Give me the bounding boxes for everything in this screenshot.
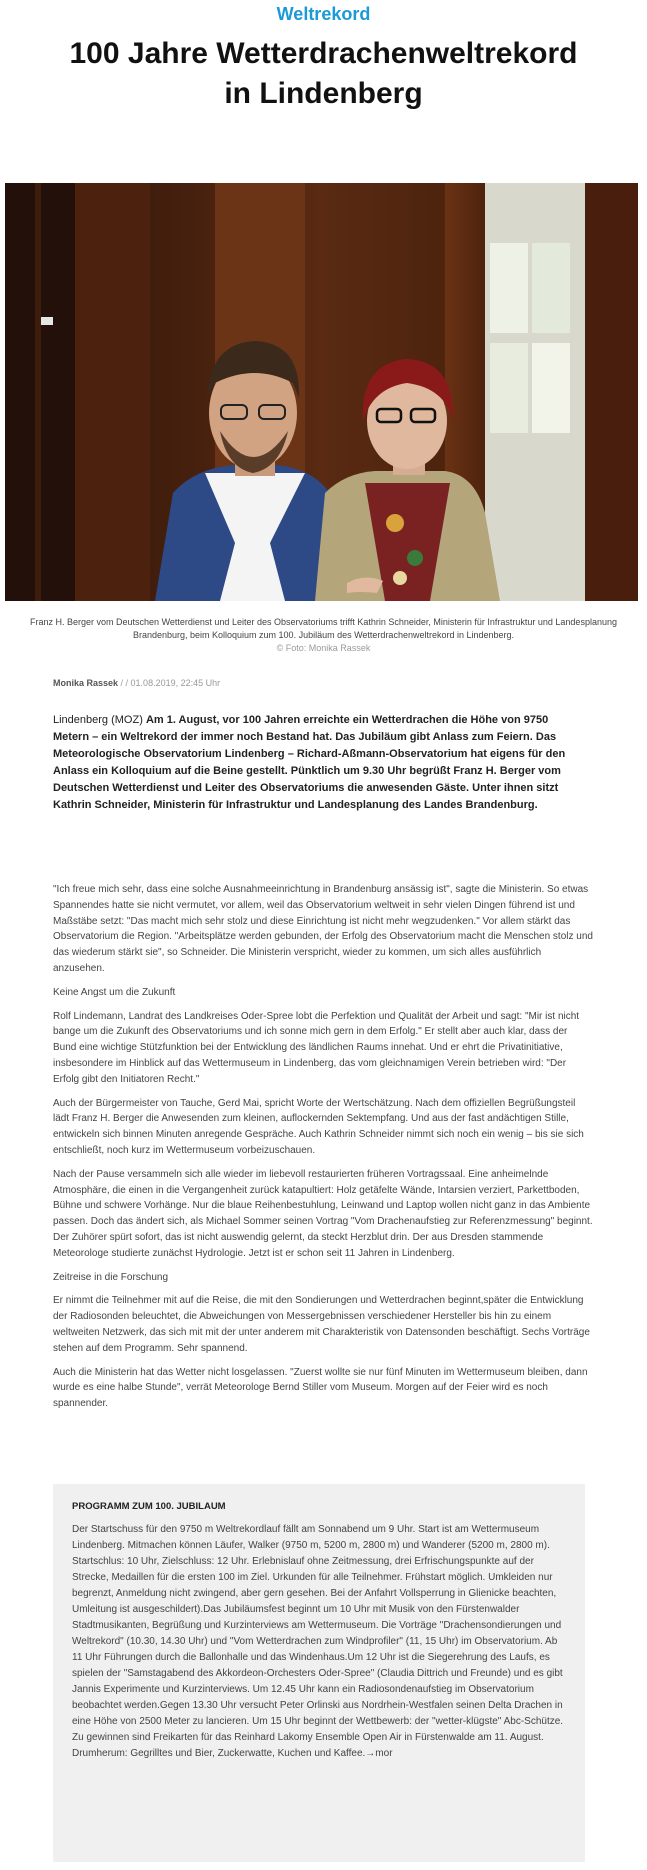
photo-credit: © Foto: Monika Rassek [276, 643, 371, 653]
body-paragraph: Rolf Lindemann, Landrat des Landkreises Oder-Spree lobt die Perfektion und Qualität der Arbeit und sagt: "Mir ist nicht bange um die Zukunft des Observatoriums und ich sonne mich gern in dem Erfolg." Er stellt aber auch klar, dass der Bund eine wichtige Stützfunktion bei der Entwicklung des ländlichen Raums innehat. Und er ehrt die Privatinitiative, insbesondere im Hinblick auf das Wettermuseum in Lindenberg, das vom gleichnamigen Verein betrieben wird: "Der Erfolg gibt den Initiatoren Recht." [53, 1010, 580, 1085]
body-subheading: Zeitreise in die Forschung [53, 1271, 169, 1283]
caption-text: Franz H. Berger vom Deutschen Wetterdienst und Leiter des Observatoriums trifft Kathrin Schneider, Ministerin für Infrastruktur und Landesplanung Brandenburg, beim Kolloquium zum 100. Jubiläum des Wetterdrachenweltrekord in Lindenberg. [30, 617, 617, 640]
byline-separator: / / [118, 678, 131, 688]
body-subheading: Keine Angst um die Zukunft [53, 986, 176, 998]
lead-text: Am 1. August, vor 100 Jahren erreichte ein Wetterdrachen die Höhe von 9750 Metern – ein Weltrekord der immer noch Bestand hat. Das Jubiläum gibt Anlass zum Feiern. Das Meteorologische Observatorium Lindenberg – Richard-Aßmann-Observatorium hat eigens für den Anlass ein Kolloquium auf die Beine gestellt. Pünktlich um 9.30 Uhr begrüßt Franz H. Berger vom Deutschen Wetterdienst und Leiter des Observatoriums die anwesenden Gäste. Unter ihnen sitzt Kathrin Schneider, Ministerin für Infrastruktur und Landesplanung des Landes Brandenburg. [53, 714, 566, 811]
article-headline: 100 Jahre Wetterdrachenweltrekord in Lindenberg [69, 37, 578, 110]
photo-illustration [5, 183, 638, 601]
program-infobox [53, 1484, 585, 1862]
publish-date: 01.08.2019, 22:45 Uhr [130, 678, 221, 688]
article-photo [5, 183, 638, 601]
article-kicker[interactable]: Weltrekord [276, 4, 371, 24]
body-paragraph: Er nimmt die Teilnehmer mit auf die Reise, die mit den Sondierungen und Wetterdrachen beginnt,später die Entwicklung der Radiosonden beleuchtet, die Abweichungen von Messergebnissen verschiedener Hersteller bis hin zu einem weltweiten Netzwerk, das sich mit mit der unter anderem mit Charakteristik von Datensonden beschäftigt. Sechs Vorträge stehen auf dem Programm. Sehr spannend. [53, 1295, 590, 1354]
body-paragraph: Auch die Ministerin hat das Wetter nicht losgelassen. "Zuerst wollte sie nur fünf Minuten im Wettermuseum bleiben, dann wurde es eine halbe Stunde", verrät Meteorologe Bernd Stiller vom Museum. Morgen auf der Feier wird es noch spannender. [53, 1366, 588, 1410]
byline [53, 678, 220, 688]
article-body [53, 882, 593, 1420]
body-paragraph: "Ich freue mich sehr, dass eine solche Ausnahmeeinrichtung in Brandenburg ansässig ist", sagte die Ministerin. So etwas Spannendes hatte sie nicht vermutet, vor allem, weil das Observatorium weltweit in sehr vielen Dingen führend ist und Maßstäbe setzt: "Das macht mich sehr stolz und diese Einrichtung ist nicht mehr wegzudenken." Vor allem stärkt das Observatorium die Region. "Arbeitsplätze werden gebunden, der Erfolg des Observatorium macht die Menschen stolz und das wiederum stärkt sie", so Schneider. Die Ministerin verspricht, wieder zu kommen, um sich alles ausführlich anzusehen. [53, 884, 593, 974]
lead-place: Lindenberg (MOZ) [53, 714, 146, 726]
author-name[interactable]: Monika Rassek [53, 678, 119, 688]
body-paragraph: Auch der Bürgermeister von Tauche, Gerd Mai, spricht Worte der Wertschätzung. Nach dem offiziellen Begrüßungsteil lädt Franz H. Berger die Anwesenden zum kleinen, auflockernden Sektempfang. Und aus der fast andächtigen Stille, entwickeln sich binnen Minuten anregende Gespräche. Auch Kathrin Schneider nimmt sich noch ein wenig – bis sie sich entschließt, noch kurz im Wettermuseum vorbeizuschauen. [53, 1097, 584, 1156]
photo-caption [0, 616, 647, 655]
infobox-text: Der Startschuss für den 9750 m Weltrekordlauf fällt am Sonnabend um 9 Uhr. Start ist am Wettermuseum Lindenberg. Mitmachen können Läufer, Walker (9750 m, 5200 m, 2800 m) und Wanderer (5200 m, 2800 m). Startschlus: 10 Uhr, Zielschluss: 12 Uhr. Erlebnislauf ohne Zeitmessung, drei Erfrischungspunkte auf der Strecke, Medaillen für die ersten 100 im Ziel. Urkunden für alle Teilnehmer. Frühstart möglich. Umkleiden nur begrenzt, Anmeldung nicht zwingend, aber gern gesehen. Bei der Anfahrt Vollsperrung in Glienicke beachten, Umleitung ist ausgeschildert).Das Jubiläumsfest beginnt um 10 Uhr mit Musik von den Fürstenwalder Stadtmusikanten, Begrüßung und Kurzinterviews am Wettermuseum. Die Vorträge "Drachensondierungen und Weltrekord" (10.30, 14.30 Uhr) und "Vom Wetterdrachen zum Windprofiler" (11, 15 Uhr) im Observatorium. Ab 11 Uhr Führungen durch die Ballonhalle und das Windenhaus.Um 12 Uhr ist die Siegerehrung des Laufs, es spielen der "Samstagabend des Akkordeon-Orchesters Oder-Spree" (Claudia Dittrich und Freunde) und es gibt Jannis Experimente und Kurzinterviews. Um 12.45 Uhr kann ein Radiosondenaufstieg im Observatorium beobachtet werden.Gegen 13.30 Uhr versucht Peter Orlinski aus Nordrhein-Westfalen seinen Delta Drachen in eine Höhe von 2500 Meter zu lancieren. Um 15 Uhr beginnt der Wettbewerb: der "wetter-klügste" Abc-Schütze. Zu gewinnen sind Freikarten für das Reinhard Lakomy Ensemble Open Air in Fürstenwalde am 11. August. Drumherum: Gegrilltes und Bier, Zuckerwatte, Kuchen und Kaffee.→mor [72, 1524, 564, 1759]
article-lead [53, 712, 573, 814]
body-paragraph: Nach der Pause versammeln sich alle wieder im liebevoll restaurierten früheren Vortragssaal. Eine anheimelnde Atmosphäre, die einen in die Vergangenheit zurück katapultiert: Holz getäfelte Wände, Intarsien verziert, Parkettboden, Bühne und schwere Vorhänge. Nur die blaue Reihenbestuhlung, Leinwand und Laptop wollen nicht ganz in das Ambiente passen. Doch das ändert sich, als Michael Sommer seinen Vortrag "Vom Drachenaufstieg zur Referenzmessung" beginnt. Der Zuhörer spürt sofort, das ist nicht auswendig gelernt, da steckt Herzblut drin. Der aus Dresden stammende Meteorologe studierte zunächst Hydrologie. Jetzt ist er schon seit 11 Jahren in Lindenberg. [53, 1168, 593, 1259]
infobox-title: PROGRAMM ZUM 100. JUBILAUM [72, 1501, 226, 1512]
